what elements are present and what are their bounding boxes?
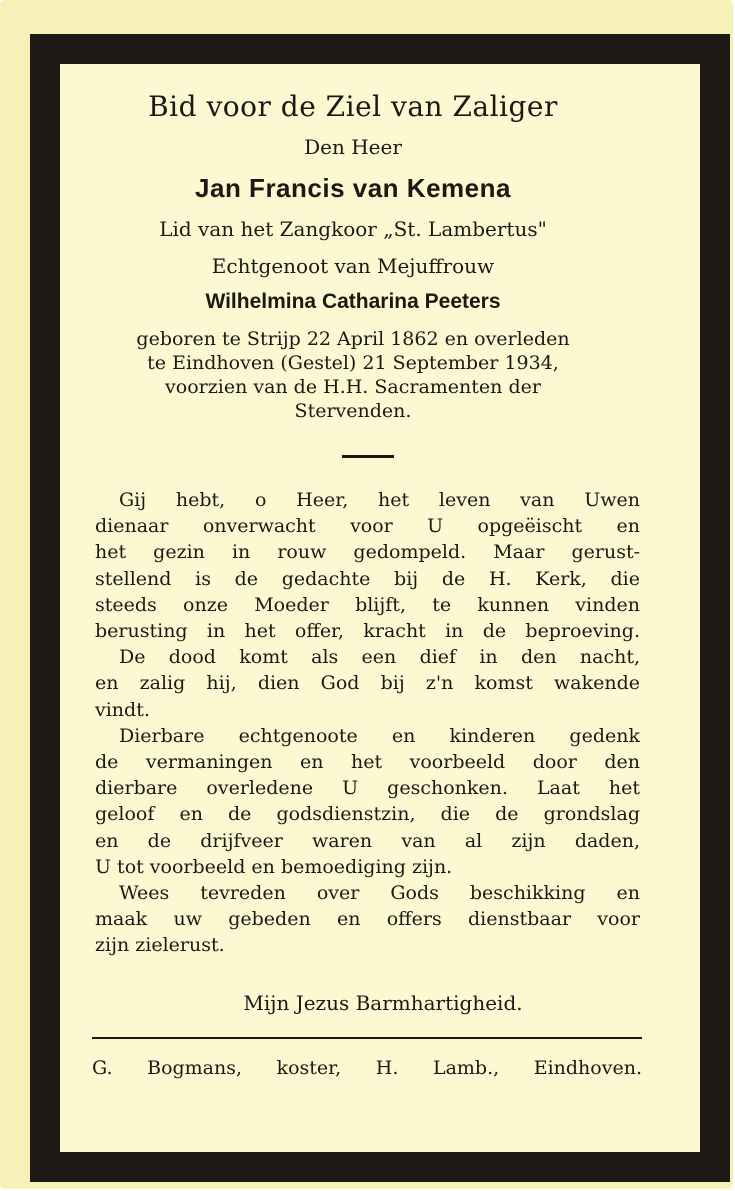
prayer-line: vindt. [95,698,150,721]
prayer-line: en de drijfveer waren van al zijn daden, [95,829,640,852]
prayer-line: berusting in het offer, kracht in de beproeving. [95,620,640,643]
prayer-line: en zalig hij, dien God bij z'n komst wakende [95,672,640,695]
prayer-line: dierbare overledene U geschonken. Laat het [95,777,640,800]
printer-credit: G. Bogmans, koster, H. Lamb., Eindhoven. [92,1057,642,1079]
bio-line: voorzien van de H.H. Sacramenten der [165,376,541,398]
prayer-line: dienaar onverwacht voor U opgeëischt en [95,515,640,538]
prayer-line: steeds onze Moeder blijft, te kunnen vinden [95,593,640,616]
prayer-line: zijn zielerust. [95,934,225,957]
prayer-line: geloof en de godsdienstzin, die de grondslag [95,803,640,826]
prayer-line: Wees tevreden over Gods beschikking en [119,882,640,905]
ornament-separator [342,455,394,458]
prayer-text [95,487,640,959]
spouse-name: Wilhelmina Catharina Peeters [205,290,501,313]
bio-line: Stervenden. [294,400,412,422]
prayer-line: stellend is de gedachte bij de H. Kerk, die [95,567,640,590]
spouse-intro: Echtgenoot van Mejuffrouw [211,254,495,278]
deceased-name: Jan Francis van Kemena [195,173,511,203]
prayer-line: maak uw gebeden en offers dienstbaar voor [95,908,640,931]
biography [62,327,644,423]
bio-line: te Eindhoven (Gestel) 21 September 1934, [147,352,559,374]
prayer-line: Gij hebt, o Heer, het leven van Uwen [119,489,640,511]
card-content [62,65,644,1115]
salutation: Den Heer [304,135,402,159]
bio-line: geboren te Strijp 22 April 1862 en overleden [136,328,570,350]
prayer-line: het gezin in rouw gedompeld. Maar gerust- [95,541,640,564]
prayer-line: de vermaningen en het voorbeeld door den [95,751,640,774]
footer-rule [92,1037,642,1039]
membership-line: Lid van het Zangkoor „St. Lambertus" [159,217,547,241]
prayer-line: De dood komt als een dief in den nacht, [119,646,640,669]
prayer-line: Dierbare echtgenoote en kinderen gedenk [119,724,640,747]
prayer-line: U tot voorbeeld en bemoediging zijn. [95,855,453,878]
card-title: Bid voor de Ziel van Zaliger [148,90,558,123]
closing-invocation: Mijn Jezus Barmhartigheid. [243,991,523,1015]
